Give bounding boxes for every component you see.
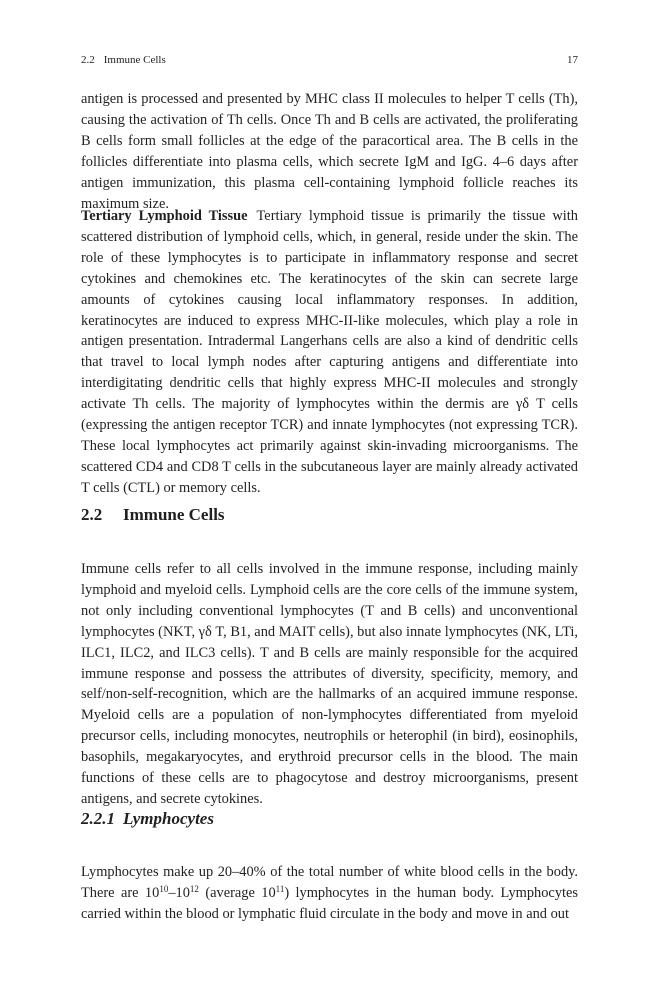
paragraph-text: Immune cells refer to all cells involved in the immune response, including mainly lymphoid and myeloid cells. Lymphoid cells are the core cells of the immune system, not only including conventional lymphocytes (T and B cells) and unconventional lymphocytes (NKT, γδ T, B1, and MAIT cells), but also innate lymphocytes (NK, LTi, ILC1, ILC2, and ILC3 cells). T and B cells are mainly responsible for the acquired immune response and possess the attributes of diversity, specificity, memory, and self/non-self-recognition, which are the hallmarks of an acquired immune response. Myeloid cells are a population of non-lymphocytes differentiated from myeloid precursor cells, including monocytes, neutrophils or heterophil (in bird), eosinophils, basophils, megakaryocytes, and erythroid precursor cells in the blood. The main functions of these cells are to phagocytose and destroy microorganisms, present antigens, and secrete cytokines. — [81, 561, 578, 807]
subsection-heading-lymphocytes — [81, 808, 578, 830]
section-heading — [81, 504, 578, 526]
paragraph-immune-cells — [81, 559, 578, 810]
subsection-title: Lymphocytes — [123, 809, 214, 828]
paragraph-plasma-cells — [81, 89, 578, 214]
exponent: 11 — [275, 883, 285, 894]
exponent: 12 — [189, 883, 199, 894]
paragraph-tertiary-lymphoid-tissue — [81, 206, 578, 499]
section-title: Immune Cells — [123, 505, 225, 524]
subsection-number: 2.2.1 — [81, 809, 115, 828]
paragraph-text — [81, 862, 578, 925]
running-head-section-title: Immune Cells — [103, 54, 166, 66]
section-heading-immune-cells — [81, 504, 578, 526]
running-head-section-number: 2.2 — [81, 54, 95, 66]
exponent: 10 — [159, 883, 169, 894]
paragraph-body — [81, 206, 578, 499]
paragraph-text: antigen is processed and presented by MHC class II molecules to helper T cells (Th), causing the activation of Th cells. Once Th and B cells are activated, the proliferating B cells form small follicles at the edge of the paracortical area. The B cells in the follicles differentiate into plasma cells, which secrete IgM and IgG. 4–6 days after antigen immunization, this plasma cell-containing lymphoid follicle reaches its maximum size. — [81, 91, 578, 212]
subsection-heading — [81, 808, 578, 830]
running-head — [81, 53, 578, 67]
text-run: (average 10 — [198, 884, 276, 901]
paragraph-text: Tertiary lymphoid tissue is primarily the tissue with scattered distribution of lymphoid cells, which, in general, reside under the skin. The role of these lymphocytes is to participate in inflammatory response and secret cytokines and chemokines etc. The keratinocytes of the skin can secrete large amounts of cytokines causing local inflammatory responses. In addition, keratinocytes are induced to express MHC-II-like molecules, which play a role in antigen presentation. Intradermal Langerhans cells are also a kind of dendritic cells that travel to local lymph nodes after capturing antigens and differentiate into interdigitating dendritic cells that highly express MHC-II molecules and strongly activate Th cells. The majority of lymphocytes within the dermis are γδ T cells (expressing the antigen receptor TCR) and innate lymphocytes (not expressing TCR). These local lymphocytes act primarily against skin-invading microorganisms. The scattered CD4 and CD8 T cells in the subcutaneous layer are mainly already activated T cells (CTL) or memory cells. — [81, 208, 578, 496]
paragraph-lymphocytes — [81, 862, 578, 925]
section-number: 2.2 — [81, 505, 103, 524]
text-run: ) lymphocytes in the human body. Lymphocytes carried within the blood or lymphatic fluid circulate in the body and move in and out — [81, 884, 578, 922]
paragraph-run-in-title: Tertiary Lymphoid Tissue — [81, 208, 248, 224]
text-run: Lymphocytes make up 20–40% of the total number of white blood cells in the body. There are 10 — [81, 864, 578, 901]
text-run: –10 — [168, 884, 190, 901]
running-head-section — [81, 53, 166, 67]
page-number: 17 — [567, 54, 578, 66]
